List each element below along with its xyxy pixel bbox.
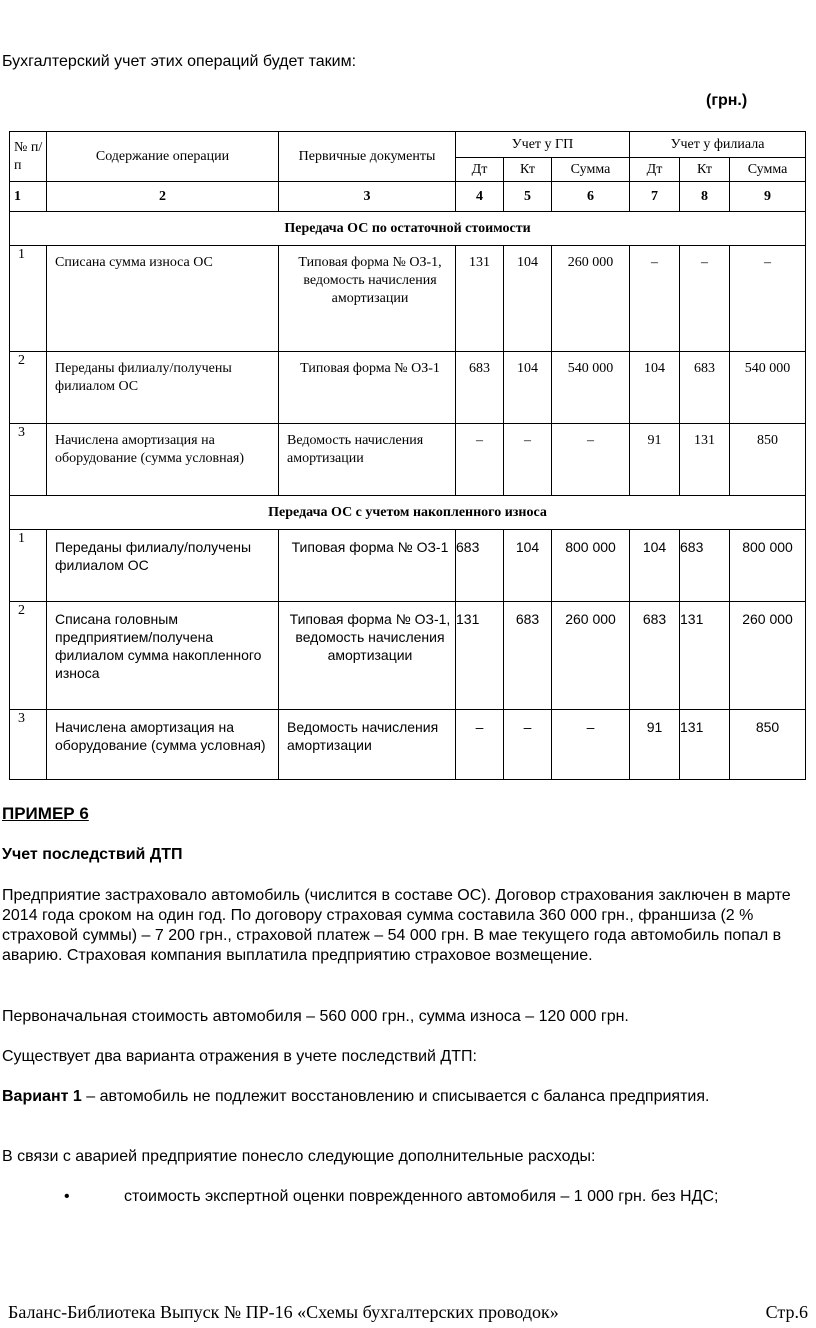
row-br-dt: 104	[630, 352, 680, 424]
row-operation: Начислена амортизация на оборудование (сумма условная)	[47, 710, 279, 780]
header-branch: Учет у филиала	[630, 132, 806, 158]
row-br-sum: 800 000	[730, 530, 806, 602]
row-br-dt: 104	[630, 530, 680, 602]
row-br-kt: 683	[680, 530, 730, 602]
variant-label: Вариант 1	[2, 1088, 82, 1105]
row-br-sum: 540 000	[730, 352, 806, 424]
row-number: 1	[10, 530, 47, 602]
header-no: № п/п	[10, 132, 47, 182]
col-number: 2	[47, 182, 279, 212]
row-document: Типовая форма № ОЗ-1, ведомость начисления амортизации	[279, 602, 456, 710]
col-number: 9	[730, 182, 806, 212]
paragraph: Первоначальная стоимость автомобиля – 560 000 грн., сумма износа – 120 000 грн.	[2, 1008, 629, 1025]
row-number: 3	[10, 424, 47, 496]
row-gp-kt: 104	[504, 530, 552, 602]
row-br-kt: 131	[680, 710, 730, 780]
header-br-dt: Дт	[630, 158, 680, 182]
paragraph: Существует два варианта отражения в учете последствий ДТП:	[2, 1048, 477, 1065]
row-gp-sum: 540 000	[552, 352, 630, 424]
col-number: 7	[630, 182, 680, 212]
paragraph: Предприятие застраховало автомобиль (числится в составе ОС). Договор страхования заключен в марте 2014 года сроком на один год. По договору страховая сумма составила 360 000 грн., франшиза (2 % страховой суммы) – 7 200 грн., страховой платеж – 54 000 грн. В мае текущего года автомобиль попал в аварию. Страховая компания выплатила предприятию страховое возмещение.	[2, 887, 791, 964]
row-gp-sum: –	[552, 424, 630, 496]
accounting-table	[9, 131, 806, 780]
variant-paragraph	[2, 1087, 802, 1107]
header-docs: Первичные документы	[279, 132, 456, 182]
table-row	[10, 352, 806, 424]
col-number: 4	[456, 182, 504, 212]
table-row	[10, 602, 806, 710]
row-gp-sum: –	[552, 710, 630, 780]
row-gp-sum: 260 000	[552, 246, 630, 352]
table-row	[10, 424, 806, 496]
row-br-kt: 131	[680, 424, 730, 496]
row-br-dt: 683	[630, 602, 680, 710]
row-gp-kt: 104	[504, 246, 552, 352]
header-gp-sum: Сумма	[552, 158, 630, 182]
row-gp-kt: 683	[504, 602, 552, 710]
intro-text: Бухгалтерский учет этих операций будет таким:	[2, 53, 357, 70]
row-gp-dt: 131	[456, 602, 504, 710]
row-br-dt: –	[630, 246, 680, 352]
header-gp-dt: Дт	[456, 158, 504, 182]
paragraph: В связи с аварией предприятие понесло следующие дополнительные расходы:	[2, 1148, 596, 1165]
section-title: Передача ОС с учетом накопленного износа	[10, 496, 806, 530]
header-gp-kt: Кт	[504, 158, 552, 182]
row-gp-dt: –	[456, 424, 504, 496]
header-gp: Учет у ГП	[456, 132, 630, 158]
row-operation: Списана сумма износа ОС	[47, 246, 279, 352]
row-gp-sum: 800 000	[552, 530, 630, 602]
header-br-kt: Кт	[680, 158, 730, 182]
row-br-sum: 850	[730, 710, 806, 780]
row-document: Ведомость начисления амортизации	[279, 710, 456, 780]
row-number: 2	[10, 352, 47, 424]
row-operation: Переданы филиалу/получены филиалом ОС	[47, 530, 279, 602]
col-number: 1	[10, 182, 47, 212]
subheading: Учет последствий ДТП	[2, 846, 183, 863]
row-operation: Переданы филиалу/получены филиалом ОС	[47, 352, 279, 424]
example-heading: ПРИМЕР 6	[2, 804, 89, 823]
row-document: Типовая форма № ОЗ-1	[279, 530, 456, 602]
row-gp-dt: 131	[456, 246, 504, 352]
header-operation: Содержание операции	[47, 132, 279, 182]
row-br-kt: 131	[680, 602, 730, 710]
row-document: Ведомость начисления амортизации	[279, 424, 456, 496]
row-gp-dt: –	[456, 710, 504, 780]
section-title: Передача ОС по остаточной стоимости	[10, 212, 806, 246]
row-document: Типовая форма № ОЗ-1, ведомость начисления амортизации	[279, 246, 456, 352]
row-br-sum: –	[730, 246, 806, 352]
table-row	[10, 246, 806, 352]
bullet-icon: •	[64, 1188, 70, 1205]
row-gp-kt: 104	[504, 352, 552, 424]
row-br-dt: 91	[630, 710, 680, 780]
col-number: 3	[279, 182, 456, 212]
footer-publication: Баланс-Библиотека Выпуск № ПР-16 «Схемы бухгалтерских проводок»	[8, 1302, 559, 1322]
row-operation: Списана головным предприятием/получена филиалом сумма накопленного износа	[47, 602, 279, 710]
row-br-sum: 850	[730, 424, 806, 496]
row-gp-kt: –	[504, 424, 552, 496]
col-number: 5	[504, 182, 552, 212]
col-number: 6	[552, 182, 630, 212]
row-gp-kt: –	[504, 710, 552, 780]
row-gp-dt: 683	[456, 352, 504, 424]
row-gp-sum: 260 000	[552, 602, 630, 710]
list-item: стоимость экспертной оценки поврежденного автомобиля – 1 000 грн. без НДС;	[124, 1188, 719, 1205]
row-number: 2	[10, 602, 47, 710]
col-number: 8	[680, 182, 730, 212]
table-row	[10, 710, 806, 780]
row-br-sum: 260 000	[730, 602, 806, 710]
row-document: Типовая форма № ОЗ-1	[279, 352, 456, 424]
unit-label: (грн.)	[706, 92, 748, 109]
row-operation: Начислена амортизация на оборудование (сумма условная)	[47, 424, 279, 496]
page-number: Стр.6	[765, 1302, 808, 1322]
header-br-sum: Сумма	[730, 158, 806, 182]
row-br-kt: 683	[680, 352, 730, 424]
row-gp-dt: 683	[456, 530, 504, 602]
row-br-kt: –	[680, 246, 730, 352]
row-number: 1	[10, 246, 47, 352]
table-row	[10, 530, 806, 602]
row-number: 3	[10, 710, 47, 780]
row-br-dt: 91	[630, 424, 680, 496]
variant-text: – автомобиль не подлежит восстановлению и списывается с баланса предприятия.	[81, 1088, 710, 1105]
